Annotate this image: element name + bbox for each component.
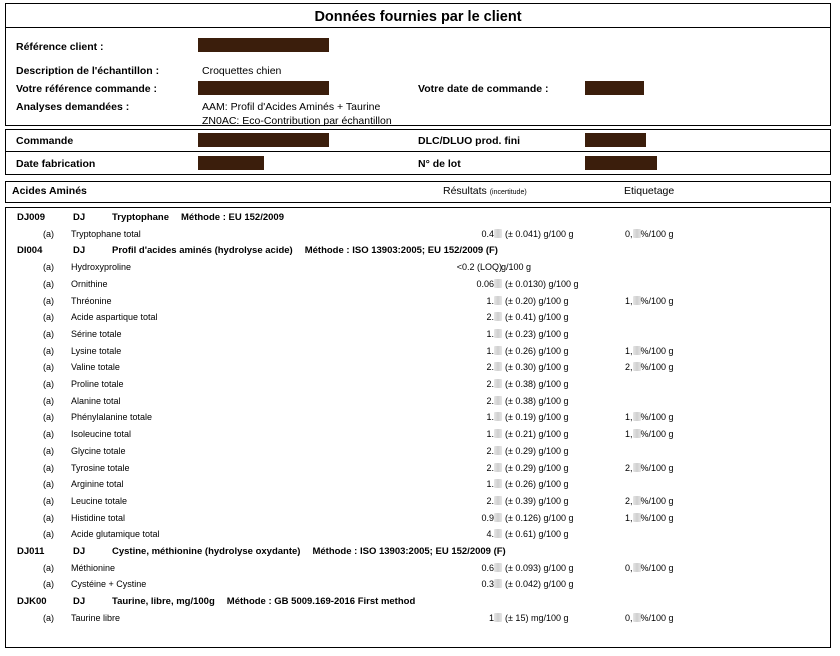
row-name: Phénylalanine totale bbox=[71, 412, 153, 423]
analyses-label: Analyses demandées : bbox=[16, 101, 130, 113]
row-label-num: 1, bbox=[625, 429, 633, 440]
blurred-digit bbox=[494, 513, 502, 522]
row-result bbox=[486, 446, 502, 456]
row-result bbox=[486, 529, 502, 539]
row-name: Isoleucine total bbox=[71, 429, 132, 440]
blurred-digit bbox=[494, 613, 502, 622]
row-result-value: 1 bbox=[488, 612, 494, 623]
row-uncertainty: (± 0.23) g/100 g bbox=[505, 328, 569, 339]
blurred-digit bbox=[494, 279, 502, 288]
row-uncertainty: (± 0.41) g/100 g bbox=[505, 312, 569, 323]
row-label-unit: %/100 g bbox=[640, 362, 674, 373]
blurred-digit bbox=[494, 463, 502, 472]
row-label-num: 1, bbox=[625, 345, 633, 356]
row-a: (a) bbox=[43, 312, 54, 323]
section-method: Méthode : GB 5009.169-2016 First method bbox=[226, 596, 416, 608]
row-uncertainty: (± 0.29) g/100 g bbox=[505, 462, 569, 473]
row-name: Méthionine bbox=[71, 562, 116, 573]
section-code: DJK00 bbox=[17, 596, 47, 608]
row-label-unit: %/100 g bbox=[640, 429, 674, 440]
table-row bbox=[5, 579, 831, 595]
blurred-digit bbox=[633, 496, 641, 505]
row-result bbox=[486, 346, 502, 356]
row-name: Lysine totale bbox=[71, 345, 122, 356]
row-result-value: 2. bbox=[486, 495, 494, 506]
divider bbox=[5, 27, 831, 28]
row-label-unit: %/100 g bbox=[640, 295, 674, 306]
row-result bbox=[486, 429, 502, 439]
table-row bbox=[5, 346, 831, 362]
col-acides-amines: Acides Aminés bbox=[12, 185, 87, 197]
redacted-dlc bbox=[585, 133, 646, 147]
row-label-num: 1, bbox=[625, 412, 633, 423]
row-result bbox=[486, 463, 502, 473]
row-uncertainty: (± 0.041) g/100 g bbox=[505, 228, 574, 239]
row-label-num: 2, bbox=[625, 495, 633, 506]
table-row bbox=[5, 463, 831, 479]
row-label-unit: %/100 g bbox=[640, 228, 674, 239]
row-result-value: 1. bbox=[486, 328, 494, 339]
row-name: Alanine total bbox=[71, 395, 121, 406]
row-uncertainty: (± 0.093) g/100 g bbox=[505, 562, 574, 573]
row-a: (a) bbox=[43, 379, 54, 389]
redacted-ref-client bbox=[198, 38, 329, 52]
row-a: (a) bbox=[43, 412, 54, 423]
row-result bbox=[457, 262, 502, 272]
row-a: (a) bbox=[43, 445, 54, 456]
row-result bbox=[489, 613, 502, 623]
row-result bbox=[486, 412, 502, 422]
row-label-value bbox=[625, 229, 674, 239]
ref-client-label: Référence client : bbox=[16, 41, 104, 53]
row-a: (a) bbox=[43, 579, 54, 590]
row-label-num: 0, bbox=[625, 612, 633, 623]
row-name: Tryptophane total bbox=[71, 228, 141, 239]
table-row bbox=[5, 329, 831, 345]
row-name: Proline totale bbox=[71, 379, 124, 389]
section-header bbox=[5, 596, 831, 612]
blurred-digit bbox=[494, 496, 502, 505]
divider bbox=[5, 151, 831, 152]
blurred-digit bbox=[633, 229, 641, 238]
row-a: (a) bbox=[43, 429, 54, 440]
row-result-value: 2. bbox=[486, 362, 494, 373]
col-resultats bbox=[443, 185, 527, 197]
row-result-value: 2. bbox=[486, 379, 494, 389]
row-label-num: 1, bbox=[625, 512, 633, 523]
row-uncertainty: (± 0.38) g/100 g bbox=[505, 379, 569, 389]
blurred-digit bbox=[494, 312, 502, 321]
blurred-digit bbox=[494, 579, 502, 588]
row-result bbox=[486, 296, 502, 306]
row-result bbox=[481, 513, 502, 523]
table-row bbox=[5, 312, 831, 328]
row-uncertainty: g/100 g bbox=[501, 262, 532, 273]
blurred-digit bbox=[633, 346, 641, 355]
row-a: (a) bbox=[43, 262, 54, 273]
row-name: Acide aspartique total bbox=[71, 312, 158, 323]
row-uncertainty: (± 0.042) g/100 g bbox=[505, 579, 574, 590]
row-a: (a) bbox=[43, 612, 54, 623]
row-result bbox=[476, 279, 502, 289]
row-uncertainty: (± 0.26) g/100 g bbox=[505, 345, 569, 356]
blurred-digit bbox=[633, 613, 641, 622]
section-name: Profil d'acides aminés (hydrolyse acide) bbox=[112, 245, 293, 257]
table-row bbox=[5, 513, 831, 529]
analyses-line1: AAM: Profil d'Acides Aminés + Taurine bbox=[202, 101, 381, 113]
row-label-unit: %/100 g bbox=[640, 612, 674, 623]
row-name: Ornithine bbox=[71, 278, 108, 289]
row-label-unit: %/100 g bbox=[640, 462, 674, 473]
row-label-value bbox=[625, 463, 674, 473]
dlc-label: DLC/DLUO prod. fini bbox=[418, 135, 521, 147]
row-uncertainty: (± 0.126) g/100 g bbox=[505, 512, 574, 523]
row-label-num: 1, bbox=[625, 295, 633, 306]
row-result-value: 0.3 bbox=[481, 579, 494, 590]
row-result bbox=[481, 229, 502, 239]
row-a: (a) bbox=[43, 562, 54, 573]
row-a: (a) bbox=[43, 512, 54, 523]
section-method: Méthode : ISO 13903:2005; EU 152/2009 (F) bbox=[312, 546, 506, 557]
section-dj: DJ bbox=[73, 212, 86, 223]
row-name: Glycine totale bbox=[71, 445, 126, 456]
blurred-digit bbox=[494, 362, 502, 371]
redacted-commande bbox=[198, 133, 329, 147]
row-uncertainty: (± 0.0130) g/100 g bbox=[505, 278, 579, 289]
row-result-value: 1. bbox=[486, 479, 494, 490]
row-a: (a) bbox=[43, 529, 54, 540]
row-result-value: 0.9 bbox=[481, 512, 494, 523]
row-label-num: 2, bbox=[625, 462, 633, 473]
commande-label: Commande bbox=[16, 135, 74, 147]
row-uncertainty: (± 0.39) g/100 g bbox=[505, 495, 569, 506]
row-label-value bbox=[625, 412, 674, 422]
table-row bbox=[5, 429, 831, 445]
row-name: Cystéine + Cystine bbox=[71, 579, 147, 590]
blurred-digit bbox=[494, 429, 502, 438]
row-a: (a) bbox=[43, 345, 54, 356]
desc-label: Description de l'échantillon : bbox=[16, 65, 160, 77]
table-row bbox=[5, 479, 831, 495]
row-result-value: 0.4 bbox=[481, 228, 494, 239]
analyses-line2: ZN0AC: Eco-Contribution par échantillon bbox=[202, 115, 392, 127]
row-label-unit: %/100 g bbox=[640, 412, 674, 423]
row-uncertainty: (± 0.30) g/100 g bbox=[505, 362, 569, 373]
table-row bbox=[5, 496, 831, 512]
table-row bbox=[5, 529, 831, 545]
section-header bbox=[5, 212, 831, 228]
row-result bbox=[486, 479, 502, 489]
row-a: (a) bbox=[43, 228, 54, 239]
blurred-digit bbox=[494, 396, 502, 405]
row-name: Hydroxyproline bbox=[71, 262, 132, 273]
table-row bbox=[5, 613, 831, 629]
redacted-lot bbox=[585, 156, 657, 170]
row-a: (a) bbox=[43, 395, 54, 406]
row-result-value: 2. bbox=[486, 395, 494, 406]
row-result-value: 0.6 bbox=[481, 562, 494, 573]
row-a: (a) bbox=[43, 462, 54, 473]
row-label-unit: %/100 g bbox=[640, 495, 674, 506]
row-result-value: <0.2 (LOQ) bbox=[456, 262, 502, 273]
section-header bbox=[5, 245, 831, 261]
table-row bbox=[5, 412, 831, 428]
row-name: Leucine totale bbox=[71, 495, 128, 506]
table-row bbox=[5, 379, 831, 395]
blurred-digit bbox=[494, 329, 502, 338]
row-result-value: 1. bbox=[486, 412, 494, 423]
row-a: (a) bbox=[43, 295, 54, 306]
section-method: Méthode : ISO 13903:2005; EU 152/2009 (F) bbox=[304, 245, 498, 257]
table-row bbox=[5, 229, 831, 245]
table-header-box bbox=[5, 181, 831, 203]
row-result-value: 1. bbox=[486, 345, 494, 356]
row-uncertainty: (± 0.29) g/100 g bbox=[505, 445, 569, 456]
row-name: Sérine totale bbox=[71, 328, 122, 339]
desc-value: Croquettes chien bbox=[202, 65, 282, 77]
row-result-value: 2. bbox=[486, 462, 494, 473]
row-a: (a) bbox=[43, 328, 54, 339]
blurred-digit bbox=[494, 412, 502, 421]
row-result-value: 2. bbox=[486, 312, 494, 323]
blurred-digit bbox=[633, 513, 641, 522]
fabrication-label: Date fabrication bbox=[16, 158, 96, 170]
col-resultats-sub: (incertitude) bbox=[489, 189, 527, 196]
row-result-value: 1. bbox=[486, 429, 494, 440]
section-code: DJ009 bbox=[17, 212, 45, 223]
row-label-value bbox=[625, 296, 674, 306]
table-row bbox=[5, 446, 831, 462]
row-result bbox=[481, 563, 502, 573]
blurred-digit bbox=[494, 346, 502, 355]
section-dj: DJ bbox=[73, 596, 86, 608]
row-name: Taurine libre bbox=[71, 612, 121, 623]
row-label-value bbox=[625, 563, 674, 573]
redacted-votre-date bbox=[585, 81, 644, 95]
row-label-value bbox=[625, 613, 674, 623]
row-name: Tyrosine totale bbox=[71, 462, 130, 473]
row-result bbox=[486, 396, 502, 406]
section-header bbox=[5, 546, 831, 562]
section-name: Tryptophane bbox=[112, 212, 170, 223]
col-resultats-label: Résultats bbox=[443, 185, 487, 197]
blurred-digit bbox=[494, 479, 502, 488]
row-result bbox=[486, 379, 502, 389]
section-method: Méthode : EU 152/2009 bbox=[181, 212, 284, 223]
section-code: DJ011 bbox=[17, 546, 45, 557]
table-row bbox=[5, 563, 831, 579]
row-uncertainty: (± 0.61) g/100 g bbox=[505, 529, 569, 540]
row-label-value bbox=[625, 362, 674, 372]
row-uncertainty: (± 0.38) g/100 g bbox=[505, 395, 569, 406]
row-label-num: 2, bbox=[625, 362, 633, 373]
blurred-digit bbox=[494, 379, 502, 388]
row-a: (a) bbox=[43, 362, 54, 373]
row-uncertainty: (± 15) mg/100 g bbox=[505, 612, 569, 623]
table-row bbox=[5, 296, 831, 312]
table-row bbox=[5, 262, 831, 278]
row-label-num: 0, bbox=[625, 228, 633, 239]
row-label-unit: %/100 g bbox=[640, 345, 674, 356]
row-label-unit: %/100 g bbox=[640, 562, 674, 573]
row-name: Acide glutamique total bbox=[71, 529, 160, 540]
blurred-digit bbox=[494, 563, 502, 572]
row-result-value: 0.06 bbox=[476, 278, 494, 289]
row-uncertainty: (± 0.20) g/100 g bbox=[505, 295, 569, 306]
row-a: (a) bbox=[43, 278, 54, 289]
table-row bbox=[5, 362, 831, 378]
row-result bbox=[486, 312, 502, 322]
row-a: (a) bbox=[43, 495, 54, 506]
lot-label: N° de lot bbox=[418, 158, 461, 170]
row-label-value bbox=[625, 429, 674, 439]
blurred-digit bbox=[494, 446, 502, 455]
row-name: Thréonine bbox=[71, 295, 112, 306]
blurred-digit bbox=[633, 463, 641, 472]
row-label-value bbox=[625, 496, 674, 506]
blurred-digit bbox=[494, 229, 502, 238]
row-result bbox=[481, 579, 502, 589]
table-row bbox=[5, 396, 831, 412]
row-name: Valine totale bbox=[71, 362, 120, 373]
redacted-votre-ref bbox=[198, 81, 329, 95]
section-code: DI004 bbox=[17, 245, 43, 257]
blurred-digit bbox=[633, 412, 641, 421]
row-result-value: 2. bbox=[486, 445, 494, 456]
blurred-digit bbox=[633, 429, 641, 438]
blurred-digit bbox=[494, 296, 502, 305]
row-uncertainty: (± 0.19) g/100 g bbox=[505, 412, 569, 423]
section-name: Taurine, libre, mg/100g bbox=[112, 596, 215, 608]
row-uncertainty: (± 0.21) g/100 g bbox=[505, 429, 569, 440]
blurred-digit bbox=[633, 362, 641, 371]
section-dj: DJ bbox=[73, 245, 86, 257]
row-name: Arginine total bbox=[71, 479, 124, 490]
table-row bbox=[5, 279, 831, 295]
votre-date-label: Votre date de commande : bbox=[418, 83, 549, 95]
row-label-num: 0, bbox=[625, 562, 633, 573]
row-result-value: 1. bbox=[486, 295, 494, 306]
blurred-digit bbox=[494, 529, 502, 538]
row-result-value: 4. bbox=[486, 529, 494, 540]
row-label-unit: %/100 g bbox=[640, 512, 674, 523]
blurred-digit bbox=[633, 296, 641, 305]
row-a: (a) bbox=[43, 479, 54, 490]
section-name: Cystine, méthionine (hydrolyse oxydante) bbox=[112, 546, 301, 557]
blurred-digit bbox=[633, 563, 641, 572]
row-label-value bbox=[625, 513, 674, 523]
votre-ref-label: Votre référence commande : bbox=[16, 83, 158, 95]
row-result bbox=[486, 329, 502, 339]
col-etiquetage: Etiquetage bbox=[624, 185, 675, 197]
section-dj: DJ bbox=[73, 546, 86, 557]
results-list bbox=[5, 207, 831, 648]
page-title: Données fournies par le client bbox=[314, 9, 522, 25]
redacted-fabrication bbox=[198, 156, 264, 170]
row-result bbox=[486, 362, 502, 372]
row-label-value bbox=[625, 346, 674, 356]
row-result bbox=[486, 496, 502, 506]
row-uncertainty: (± 0.26) g/100 g bbox=[505, 479, 569, 490]
row-name: Histidine total bbox=[71, 512, 126, 523]
